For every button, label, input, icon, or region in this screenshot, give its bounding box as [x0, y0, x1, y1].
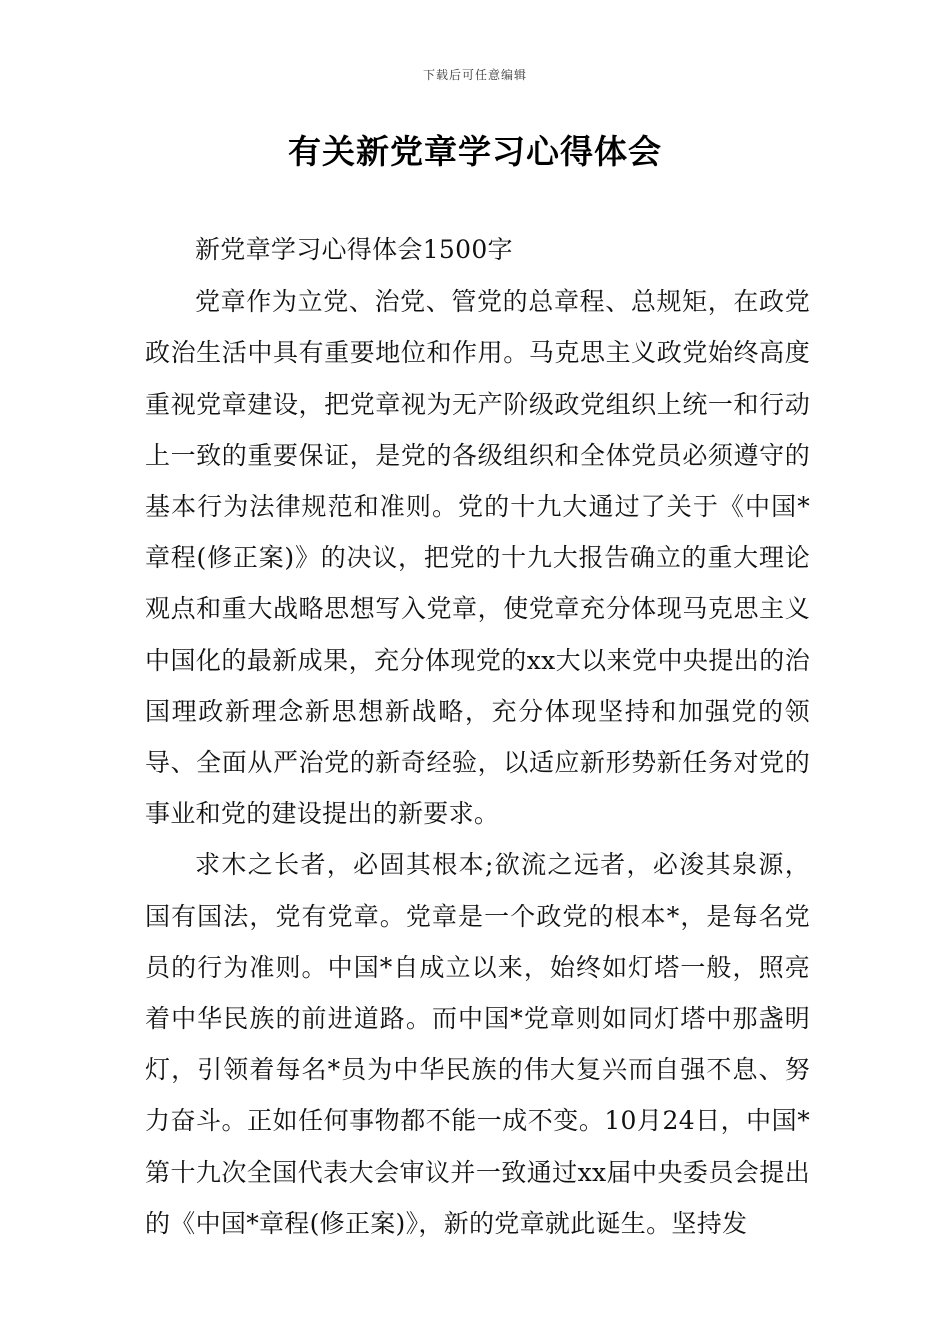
header-note: 下载后可任意编辑 — [422, 68, 527, 82]
body-paragraph: 求木之长者，必固其根本;欲流之远者，必浚其泉源，国有国法，党有党章。党章是一个政党的根本*，是每名党员的行为准则。中国*自成立以来，始终如灯塔一般，照亮着中华民族的前进道路。而中国*党章则如同灯塔中那盏明灯，引领着每名*员为中华民族的伟大复兴而自强不息、努力奋斗。正如任何事物都不能一成不变。10月24日，中国*第十九次全国代表大会审议并一致通过xx届中央委员会提出的《中国*章程(修正案)》，新的党章就此诞生。坚持发 — [145, 850, 810, 1238]
document-body — [145, 224, 810, 1249]
document-title: 有关新党章学习心得体会 — [288, 132, 662, 171]
body-paragraph-subtitle: 新党章学习心得体会1500字 — [195, 235, 513, 264]
body-paragraph: 党章作为立党、治党、管党的总章程、总规矩，在政党政治生活中具有重要地位和作用。马克思主义政党始终高度重视党章建设，把党章视为无产阶级政党组织上统一和行动上一致的重要保证，是党的各级组织和全体党员必须遵守的基本行为法律规范和准则。党的十九大通过了关于《中国*章程(修正案)》的决议，把党的十九大报告确立的重大理论观点和重大战略思想写入党章，使党章充分体现马克思主义中国化的最新成果，充分体现党的xx大以来党中央提出的治国理政新理念新思想新战略，充分体现坚持和加强党的领导、全面从严治党的新奇经验，以适应新形势新任务对党的事业和党的建设提出的新要求。 — [145, 287, 810, 829]
